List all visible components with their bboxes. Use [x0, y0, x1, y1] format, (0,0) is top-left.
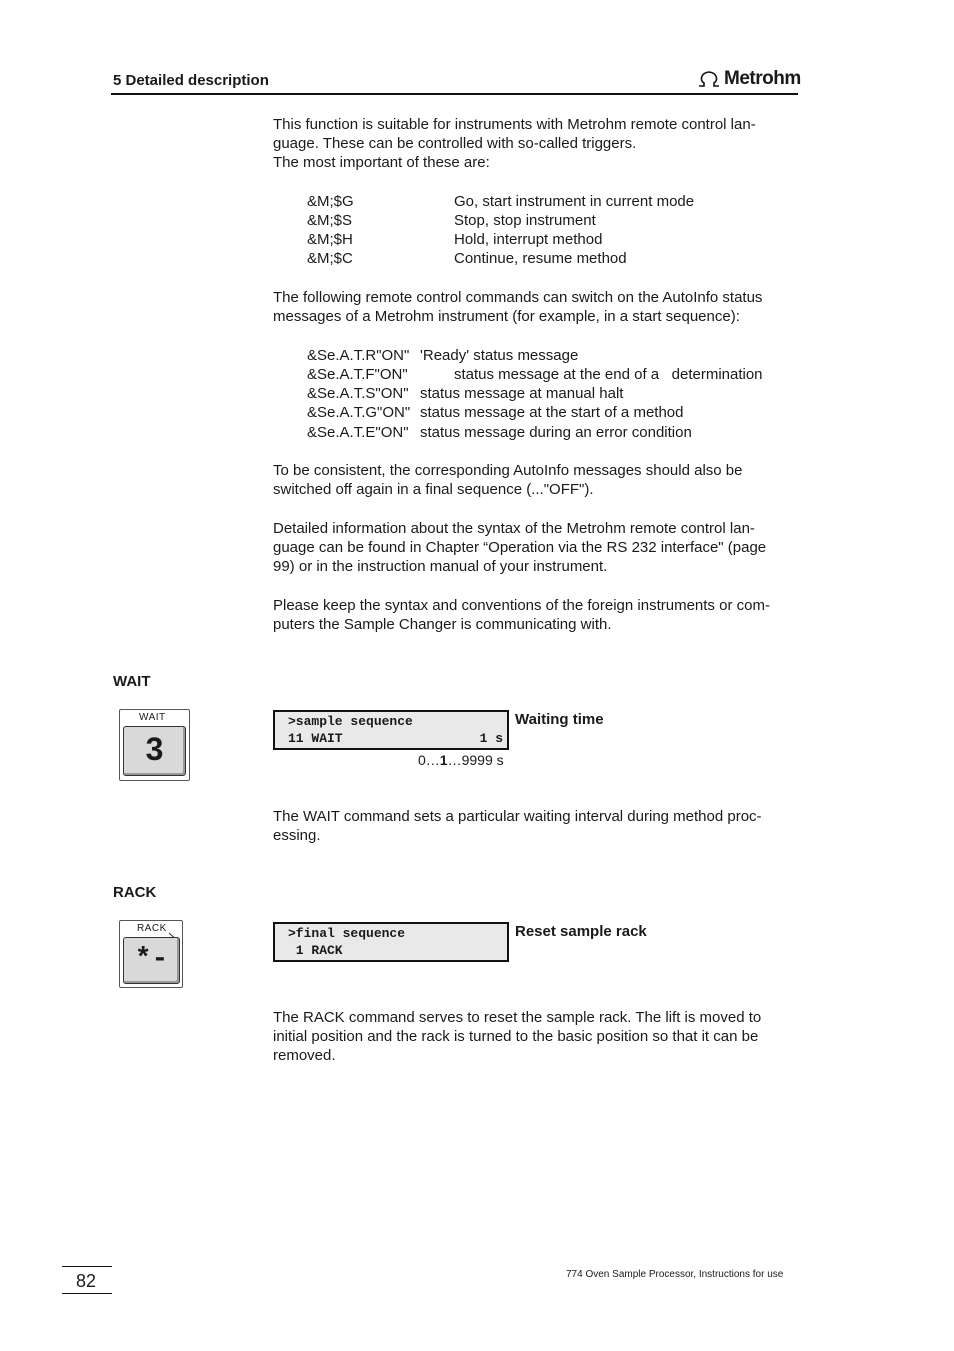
wait-key-symbol: 3 — [145, 731, 164, 767]
display-line — [275, 942, 507, 959]
intro-paragraph-4 — [273, 519, 793, 576]
text-line: switched off again in a final sequence (..."OFF"). — [273, 481, 594, 498]
display-line-text: >sample sequence — [288, 714, 413, 729]
range-min: 0… — [418, 752, 440, 768]
status-cmd: &Se.A.T.G"ON" — [307, 404, 411, 421]
intro-paragraph-2 — [273, 288, 793, 326]
rack-key-label: RACK — [137, 923, 167, 934]
trigger-desc: Continue, resume method — [454, 250, 627, 267]
footer-rule-top — [62, 1266, 112, 1267]
status-cmd: &Se.A.T.S"ON" — [307, 385, 409, 402]
footer-rule-bottom — [62, 1293, 112, 1294]
rack-description — [273, 1008, 793, 1065]
wait-heading: WAIT — [113, 673, 151, 690]
status-desc: status message during an error condition — [420, 424, 692, 441]
status-desc: status message at the end of a determination — [454, 366, 763, 383]
brand-name: Metrohm — [724, 68, 801, 89]
text-line: The RACK command serves to reset the sample rack. The lift is moved to — [273, 1009, 762, 1026]
wait-caption: Waiting time — [515, 711, 604, 728]
display-value: 1 s — [479, 731, 503, 746]
rack-key-symbol: *- — [134, 944, 169, 975]
wait-key-label: WAIT — [139, 712, 166, 723]
text-line: Please keep the syntax and conventions of the foreign instruments or com- — [273, 597, 770, 614]
text-line: The WAIT command sets a particular waiting interval during method proc- — [273, 808, 762, 825]
status-cmd: &Se.A.T.E"ON" — [307, 424, 409, 441]
rack-display — [273, 922, 509, 962]
display-line-text: 11 WAIT — [288, 731, 343, 746]
wait-display — [273, 710, 509, 750]
trigger-desc: Go, start instrument in current mode — [454, 193, 695, 210]
page-number: 82 — [76, 1271, 97, 1291]
text-line: To be consistent, the corresponding AutoInfo messages should also be — [273, 462, 743, 479]
status-desc: status message at manual halt — [420, 385, 624, 402]
trigger-cmd: &M;$G — [307, 193, 354, 210]
text-line: 99) or in the instruction manual of your instrument. — [273, 558, 608, 575]
display-line — [275, 713, 507, 730]
status-cmd: &Se.A.T.F"ON" — [307, 366, 408, 383]
text-line: guage. These can be controlled with so-called triggers. — [273, 135, 637, 152]
display-line — [275, 925, 507, 942]
wait-range — [418, 752, 504, 768]
text-line: messages of a Metrohm instrument (for example, in a start sequence): — [273, 308, 740, 325]
rack-key[interactable] — [119, 920, 183, 988]
status-desc: 'Ready' status message — [420, 347, 579, 364]
intro-paragraph-5 — [273, 596, 793, 634]
text-line: Detailed information about the syntax of the Metrohm remote control lan- — [273, 520, 755, 537]
rack-caption: Reset sample rack — [515, 923, 647, 940]
text-line: The most important of these are: — [273, 154, 490, 171]
status-desc: status message at the start of a method — [420, 404, 684, 421]
range-max: …9999 s — [447, 752, 504, 768]
display-line-text: >final sequence — [288, 926, 406, 941]
section-title: 5 Detailed description — [113, 72, 269, 89]
intro-paragraph-1 — [273, 115, 793, 172]
trigger-desc: Hold, interrupt method — [454, 231, 603, 248]
display-line-text: 1 RACK — [288, 943, 343, 958]
intro-paragraph-3 — [273, 461, 793, 499]
trigger-cmd: &M;$H — [307, 231, 353, 248]
header-rule — [111, 93, 798, 95]
wait-key-face — [123, 726, 186, 776]
brand-logo — [697, 68, 801, 90]
wait-description — [273, 807, 793, 845]
text-line: guage can be found in Chapter “Operation via the RS 232 interface" (page — [273, 539, 767, 556]
trigger-desc: Stop, stop instrument — [454, 212, 596, 229]
omega-icon — [697, 70, 721, 88]
text-line: initial position and the rack is turned to the basic position so that it can be — [273, 1028, 759, 1045]
wait-key[interactable] — [119, 709, 190, 781]
text-line: puters the Sample Changer is communicating with. — [273, 616, 612, 633]
trigger-cmd: &M;$C — [307, 250, 353, 267]
trigger-cmd: &M;$S — [307, 212, 353, 229]
text-line: This function is suitable for instruments with Metrohm remote control lan- — [273, 116, 756, 133]
rack-key-face — [123, 937, 180, 984]
range-default: 1 — [439, 752, 448, 768]
display-line — [275, 730, 507, 747]
rack-heading: RACK — [113, 884, 157, 901]
text-line: The following remote control commands can switch on the AutoInfo status — [273, 289, 763, 306]
text-line: removed. — [273, 1047, 336, 1064]
status-cmd: &Se.A.T.R"ON" — [307, 347, 410, 364]
footer-doc-title: 774 Oven Sample Processor, Instructions for use — [566, 1269, 784, 1280]
text-line: essing. — [273, 827, 321, 844]
